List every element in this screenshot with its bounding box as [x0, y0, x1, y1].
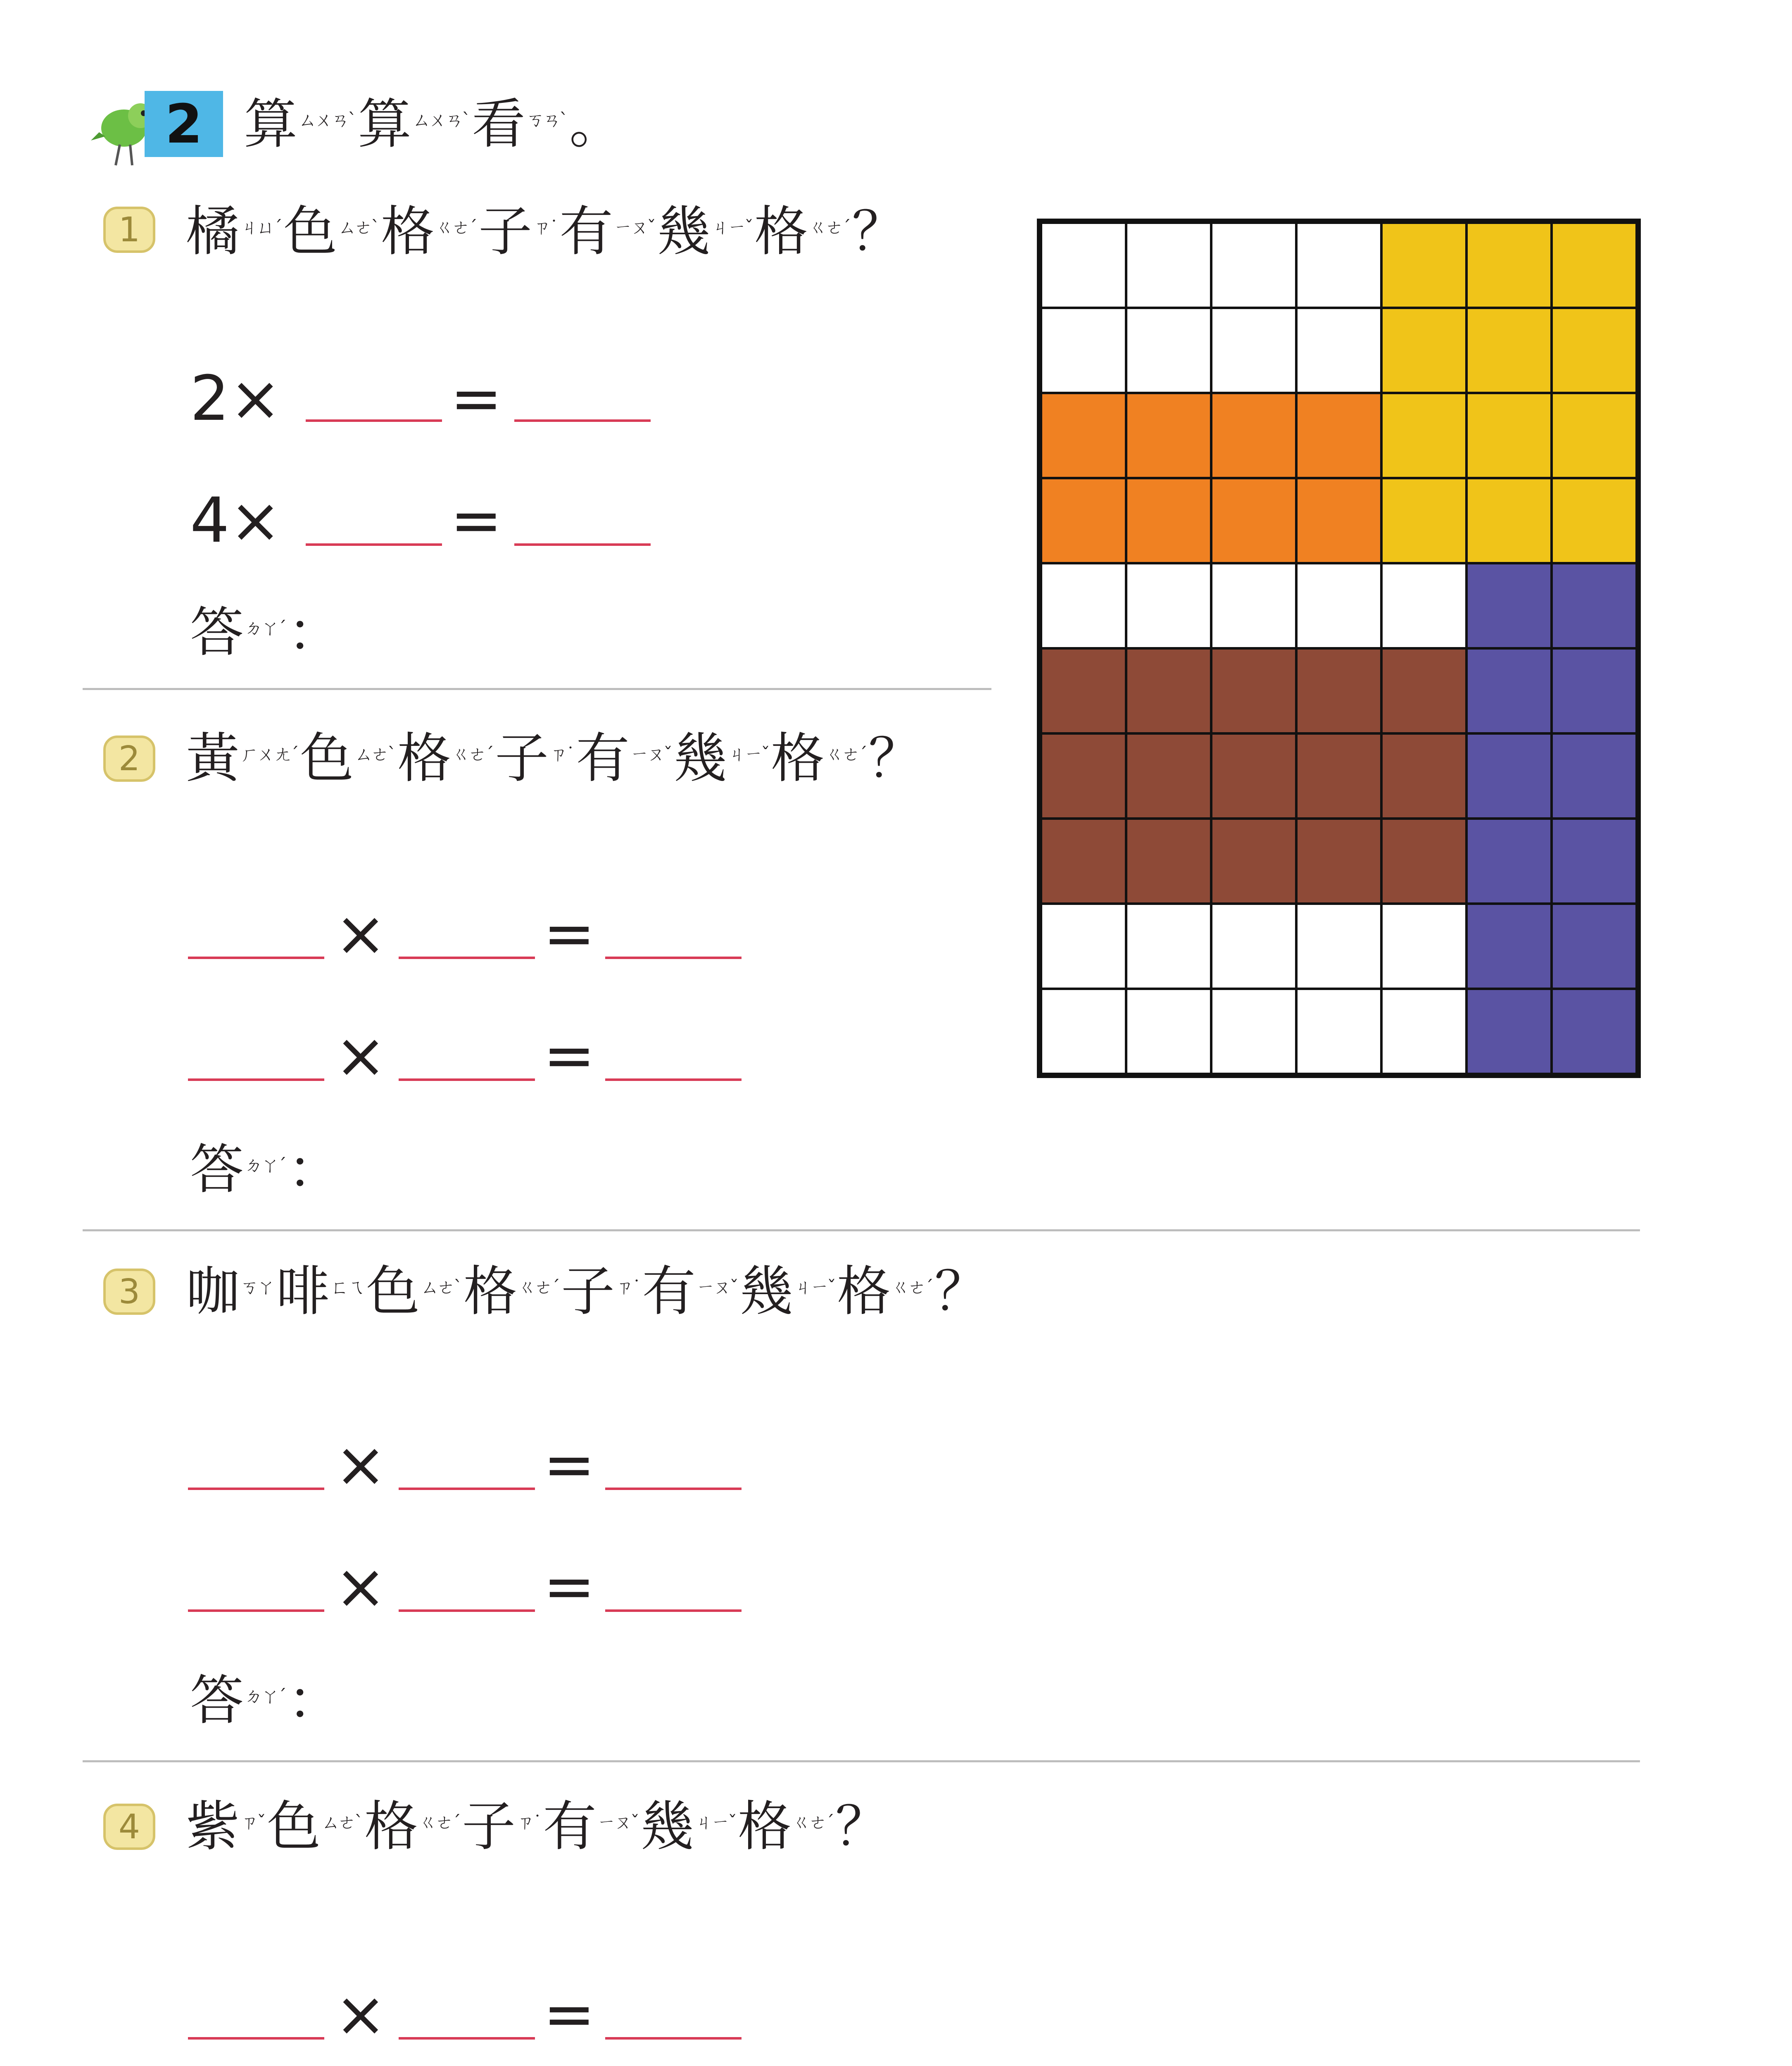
grid-cell: [1211, 563, 1296, 648]
title-char: 算: [358, 93, 412, 155]
grid-cell: [1552, 904, 1637, 989]
question-3-text: 咖$^{ㄎㄚ}$啡$^{ㄈㄟ}$色$^{ㄙㄜˋ}$格$^{ㄍㄜˊ}$子$^{ㄗ˙}$有$^{ㄧㄡˇ}$幾$^{ㄐㄧˇ}$格$^{ㄍㄜˊ}$？: [186, 1260, 989, 1323]
grid-cell: [1041, 393, 1126, 478]
grid-cell: [1211, 904, 1296, 989]
question-2-text: 黃$^{ㄏㄨㄤˊ}$色$^{ㄙㄜˋ}$格$^{ㄍㄜˊ}$子$^{ㄗ˙}$有$^{ㄧㄡˇ}$幾$^{ㄐㄧˇ}$格$^{ㄍㄜˊ}$？: [186, 727, 922, 790]
grid-cell: [1381, 819, 1466, 904]
grid-cell: [1466, 563, 1552, 648]
question-badge-2: 2: [103, 735, 155, 782]
grid-cell: [1466, 819, 1552, 904]
multiplier: 4: [190, 485, 230, 557]
answer-blank[interactable]: [399, 1488, 535, 1490]
grid-cell: [1041, 223, 1126, 308]
equals-sign: =: [543, 1429, 595, 1501]
answer-blank[interactable]: [188, 1488, 324, 1490]
grid-cell: [1041, 648, 1126, 733]
grid-cell: [1041, 819, 1126, 904]
grid-cells: [1041, 223, 1637, 1074]
grid-cell: [1041, 478, 1126, 563]
grid-cell: [1041, 563, 1126, 648]
grid-cell: [1211, 989, 1296, 1074]
grid-cell: [1211, 223, 1296, 308]
question-4-text: 紫$^{ㄗˇ}$色$^{ㄙㄜˋ}$格$^{ㄍㄜˊ}$子$^{ㄗ˙}$有$^{ㄧㄡˇ}$幾$^{ㄐㄧˇ}$格$^{ㄍㄜˊ}$？: [186, 1795, 889, 1858]
zhuyin: ㄎㄢˋ: [526, 109, 567, 131]
grid-cell: [1466, 904, 1552, 989]
grid-cell: [1211, 648, 1296, 733]
times-sign: ×: [335, 1429, 387, 1501]
answer-blank[interactable]: [399, 957, 535, 959]
color-grid: [1037, 219, 1641, 1078]
section-title: [244, 93, 623, 155]
grid-cell: [1381, 563, 1466, 648]
grid-cell: [1041, 733, 1126, 819]
question-badge-3: 3: [103, 1269, 155, 1315]
grid-cell: [1126, 223, 1211, 308]
grid-cell: [1381, 733, 1466, 819]
answer-blank[interactable]: [306, 419, 442, 422]
section-divider: [83, 1229, 1640, 1231]
times-sign: ×: [335, 898, 387, 970]
grid-cell: [1381, 223, 1466, 308]
equals-sign: =: [543, 898, 595, 970]
grid-cell: [1466, 223, 1552, 308]
answer-blank[interactable]: [605, 2037, 742, 2040]
grid-cell: [1126, 904, 1211, 989]
grid-cell: [1126, 308, 1211, 393]
grid-cell: [1552, 989, 1637, 1074]
grid-cell: [1296, 733, 1381, 819]
grid-cell: [1211, 478, 1296, 563]
answer-label-3: 答$^{ㄉㄚˊ}$：: [190, 1669, 342, 1732]
grid-cell: [1381, 989, 1466, 1074]
grid-cell: [1211, 308, 1296, 393]
grid-cell: [1381, 308, 1466, 393]
equals-sign: =: [543, 1020, 595, 1092]
grid-cell: [1466, 393, 1552, 478]
grid-cell: [1296, 223, 1381, 308]
grid-cell: [1126, 989, 1211, 1074]
grid-cell: [1296, 478, 1381, 563]
grid-cell: [1211, 819, 1296, 904]
grid-cell: [1552, 223, 1637, 308]
answer-blank[interactable]: [605, 1078, 742, 1081]
equals-sign: =: [543, 1551, 595, 1623]
grid-cell: [1296, 648, 1381, 733]
grid-cell: [1552, 819, 1637, 904]
grid-cell: [1552, 648, 1637, 733]
title-char: 看: [472, 93, 526, 155]
answer-blank[interactable]: [188, 1078, 324, 1081]
times-sign: ×: [335, 1978, 387, 2050]
grid-cell: [1296, 393, 1381, 478]
answer-blank[interactable]: [399, 1078, 535, 1081]
answer-blank[interactable]: [514, 543, 651, 546]
grid-cell: [1381, 648, 1466, 733]
title-char: 。: [569, 93, 623, 155]
grid-cell: [1296, 819, 1381, 904]
answer-blank[interactable]: [188, 957, 324, 959]
grid-cell: [1552, 308, 1637, 393]
grid-cell: [1381, 904, 1466, 989]
times-sign: ×: [335, 1020, 387, 1092]
grid-cell: [1466, 648, 1552, 733]
section-divider: [83, 688, 991, 690]
answer-blank[interactable]: [306, 543, 442, 546]
grid-cell: [1126, 819, 1211, 904]
answer-blank[interactable]: [188, 1609, 324, 1612]
grid-cell: [1381, 393, 1466, 478]
equals-sign: =: [450, 363, 502, 435]
times-sign: ×: [335, 1551, 387, 1623]
grid-cell: [1466, 733, 1552, 819]
grid-cell: [1041, 989, 1126, 1074]
equals-sign: =: [543, 1978, 595, 2050]
title-char: 算: [244, 93, 298, 155]
grid-cell: [1041, 904, 1126, 989]
question-1-text: 橘$^{ㄐㄩˊ}$色$^{ㄙㄜˋ}$格$^{ㄍㄜˊ}$子$^{ㄗ˙}$有$^{ㄧㄡˇ}$幾$^{ㄐㄧˇ}$格$^{ㄍㄜˊ}$？: [186, 200, 906, 263]
grid-cell: [1126, 733, 1211, 819]
grid-cell: [1296, 563, 1381, 648]
grid-cell: [1466, 308, 1552, 393]
grid-cell: [1041, 308, 1126, 393]
times-sign: ×: [229, 363, 282, 435]
grid-cell: [1126, 648, 1211, 733]
grid-cell: [1126, 393, 1211, 478]
question-badge-1: 1: [103, 207, 155, 253]
times-sign: ×: [229, 485, 282, 557]
grid-cell: [1211, 393, 1296, 478]
grid-cell: [1381, 478, 1466, 563]
header: [91, 79, 628, 178]
answer-blank[interactable]: [605, 1488, 742, 1490]
grid-cell: [1466, 478, 1552, 563]
equation-1-2: [190, 485, 282, 557]
grid-cell: [1466, 989, 1552, 1074]
answer-blank[interactable]: [188, 2037, 324, 2040]
zhuyin: ㄙㄨㄢˋ: [412, 109, 470, 131]
grid-cell: [1296, 308, 1381, 393]
grid-cell: [1296, 989, 1381, 1074]
multiplier: 2: [190, 363, 230, 435]
grid-cell: [1552, 478, 1637, 563]
grid-cell: [1296, 904, 1381, 989]
answer-blank[interactable]: [605, 1609, 742, 1612]
answer-blank[interactable]: [605, 957, 742, 959]
question-badge-4: 4: [103, 1804, 155, 1850]
grid-cell: [1126, 563, 1211, 648]
section-divider: [83, 1760, 1640, 1762]
answer-blank[interactable]: [399, 2037, 535, 2040]
grid-cell: [1552, 733, 1637, 819]
grid-cell: [1552, 393, 1637, 478]
zhuyin: ㄙㄨㄢˋ: [298, 109, 356, 131]
equals-sign: =: [450, 485, 502, 557]
answer-label-2: 答$^{ㄉㄚˊ}$：: [190, 1138, 342, 1201]
grid-cell: [1552, 563, 1637, 648]
grid-cell: [1126, 478, 1211, 563]
grid-cell: [1211, 733, 1296, 819]
section-number: 2: [165, 93, 203, 155]
section-number-badge: [145, 91, 223, 157]
answer-blank[interactable]: [399, 1609, 535, 1612]
answer-blank[interactable]: [514, 419, 651, 422]
answer-label-1: 答$^{ㄉㄚˊ}$：: [190, 601, 342, 664]
equation-1-1: [190, 363, 282, 435]
